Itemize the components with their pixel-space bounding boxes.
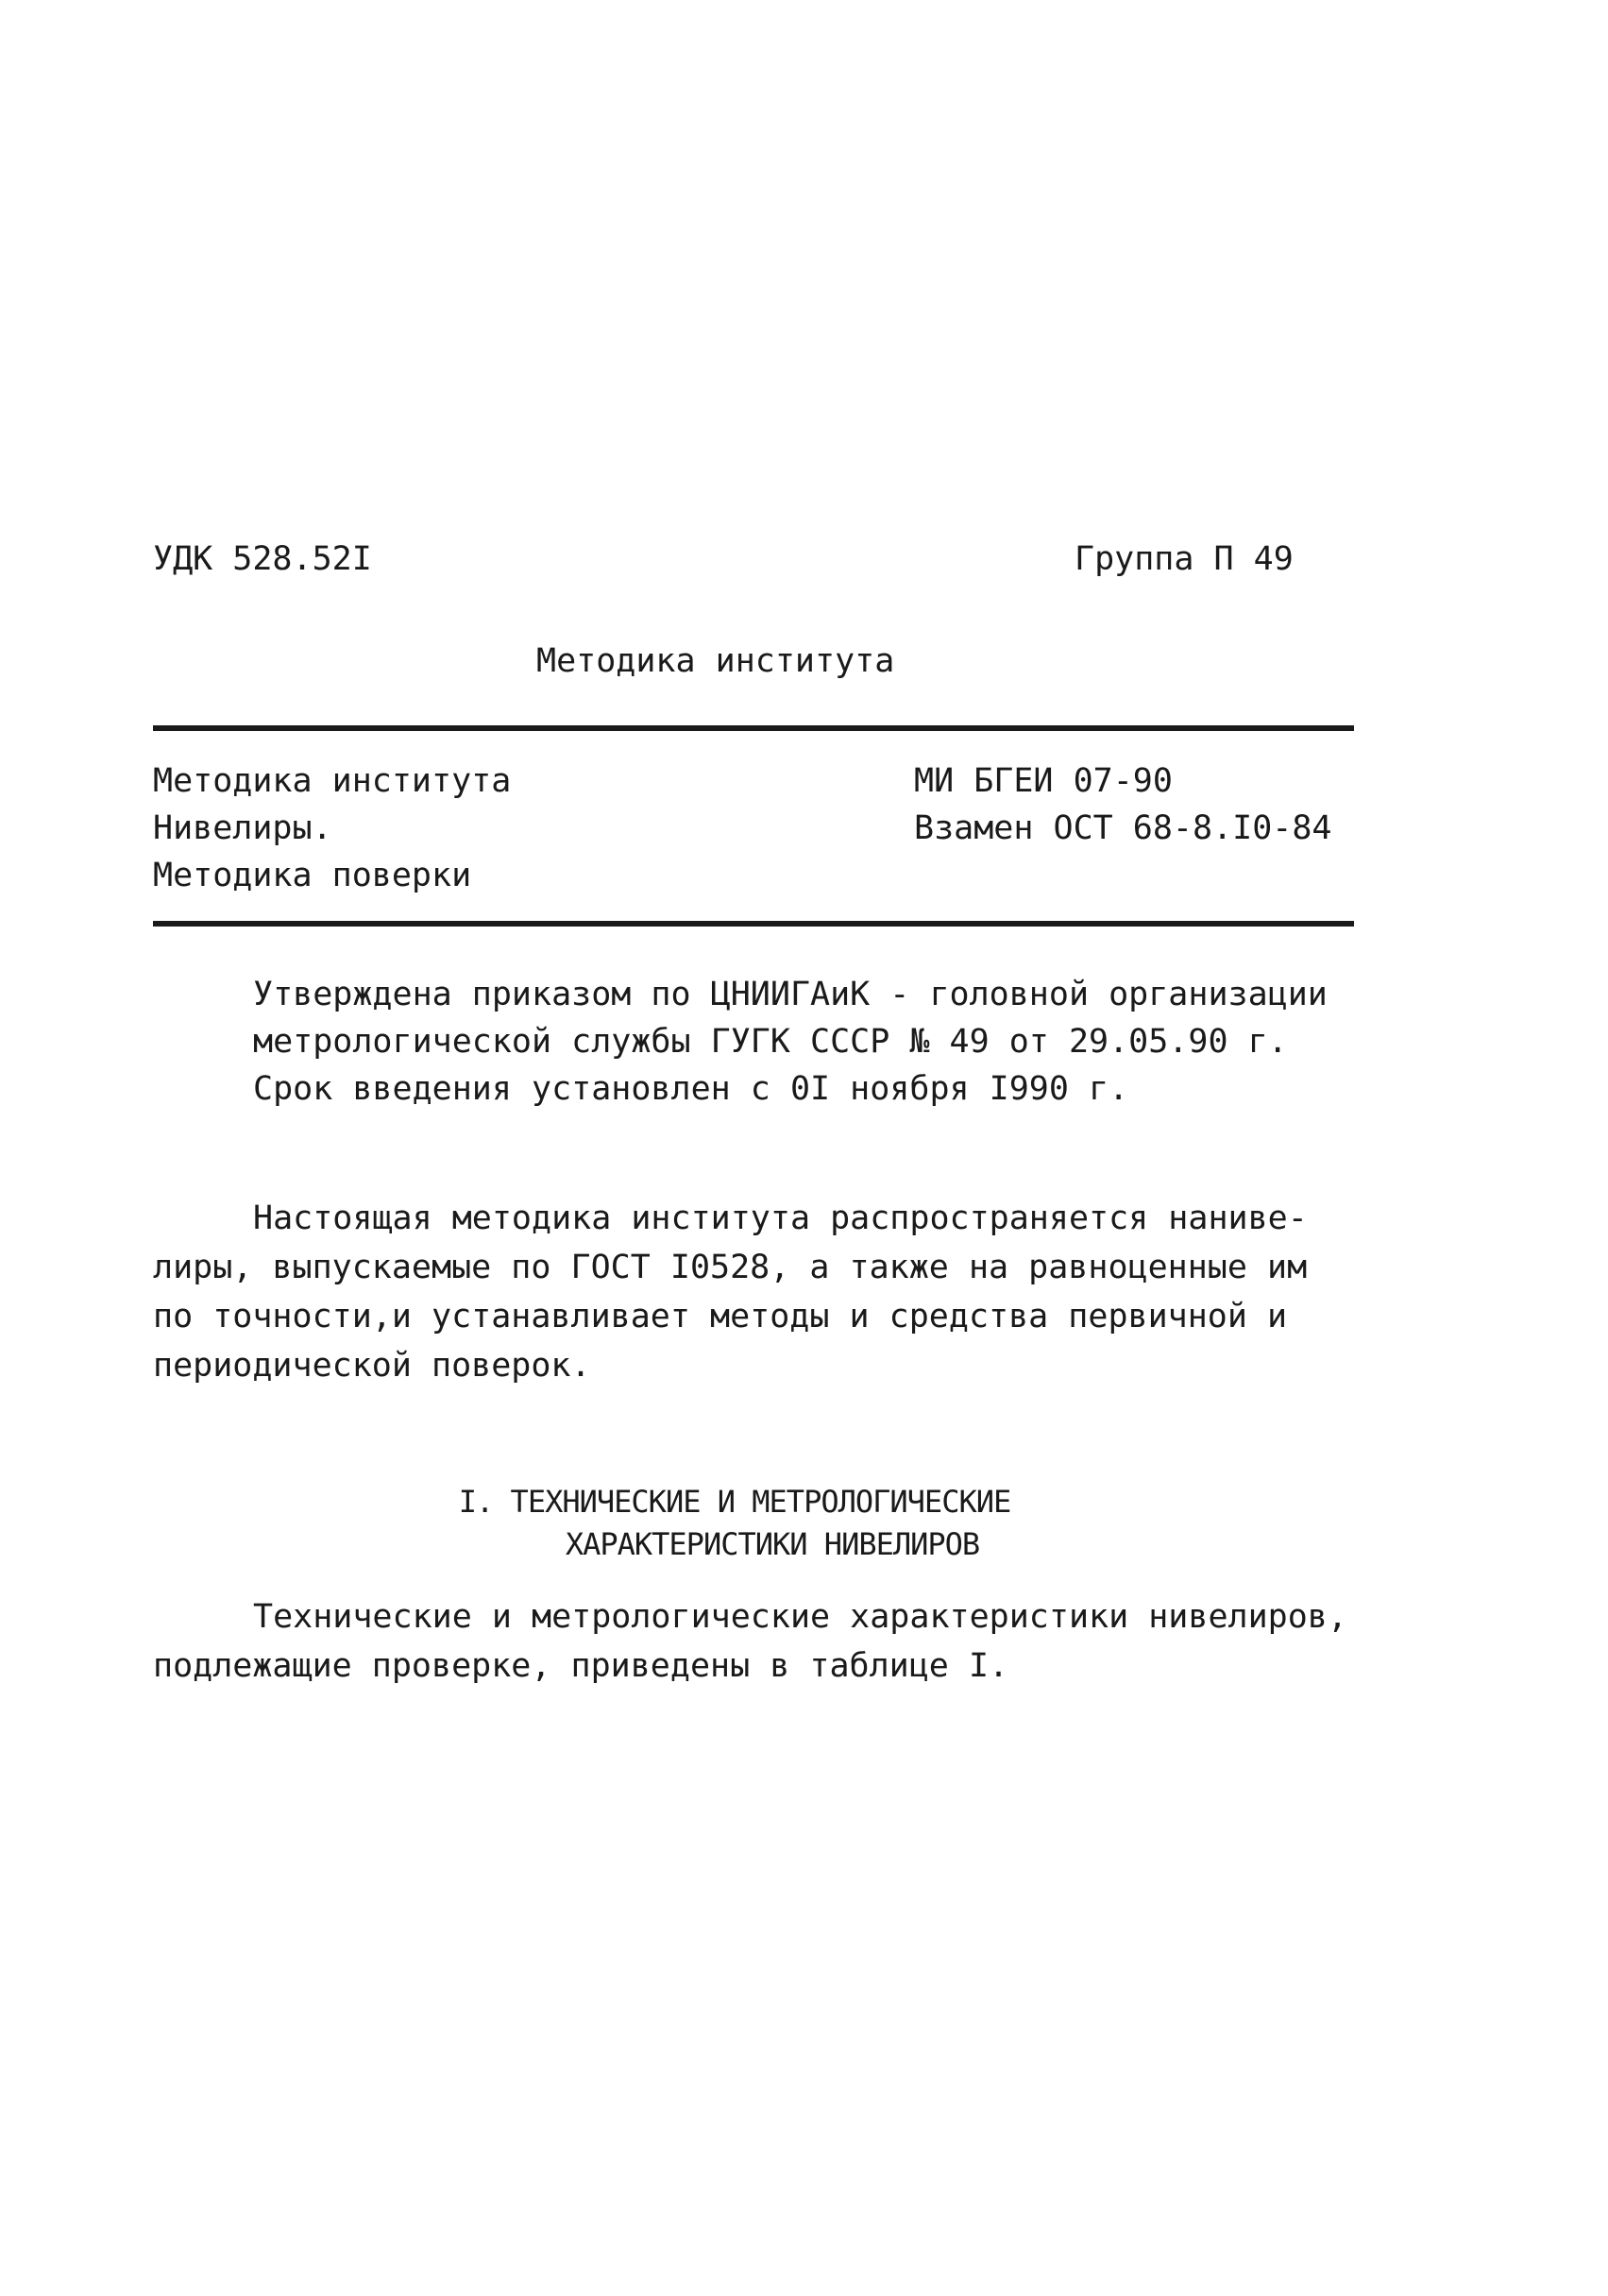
title-line: Методика поверки [153,857,472,894]
approval-line: Срок введения установлен с 0I ноября I990 г. [253,1070,1129,1108]
section-1-heading [153,1481,1354,1566]
udk-code: УДК 528.52I [153,540,372,578]
section-1-body [153,1592,1347,1691]
document-code: МИ БГЕИ 07-90 [914,762,1173,800]
top-rule [153,725,1354,731]
section-body-line: Технические и метрологические характеристики нивелиров, [253,1598,1347,1636]
scope-line: по точности,и устанавливает методы и средства первичной и [153,1298,1288,1335]
title-line: Нивелиры. [153,809,332,847]
section-heading-line: I. ТЕХНИЧЕСКИЕ И МЕТРОЛОГИЧЕСКИЕ [458,1484,1011,1520]
bottom-rule [153,921,1354,927]
scope-paragraph [153,1194,1308,1390]
title-block [153,757,511,899]
replaces-standard: Взамен ОСТ 68-8.I0-84 [914,809,1332,847]
title-line: Методика института [153,762,512,800]
approval-line: метрологической службы ГУГК СССР № 49 от 29.05.90 г. [253,1023,1288,1061]
scope-line: лиры, выпускаемые по ГОСТ I0528, а также на равноценные им [153,1249,1308,1286]
section-heading-line: ХАРАКТЕРИСТИКИ НИВЕЛИРОВ [565,1526,980,1562]
scope-line: периодической поверок. [153,1347,591,1385]
approval-paragraph [253,971,1328,1113]
document-type: Методика института [536,642,895,680]
scope-line: Настоящая методика института распространяется наниве- [253,1199,1308,1237]
section-body-line: подлежащие проверке, приведены в таблице I. [153,1647,1009,1685]
approval-line: Утверждена приказом по ЦНИИГАиК - головной организации [253,976,1328,1013]
designation-block [914,757,1332,852]
group-code: Группа П 49 [1075,540,1294,578]
